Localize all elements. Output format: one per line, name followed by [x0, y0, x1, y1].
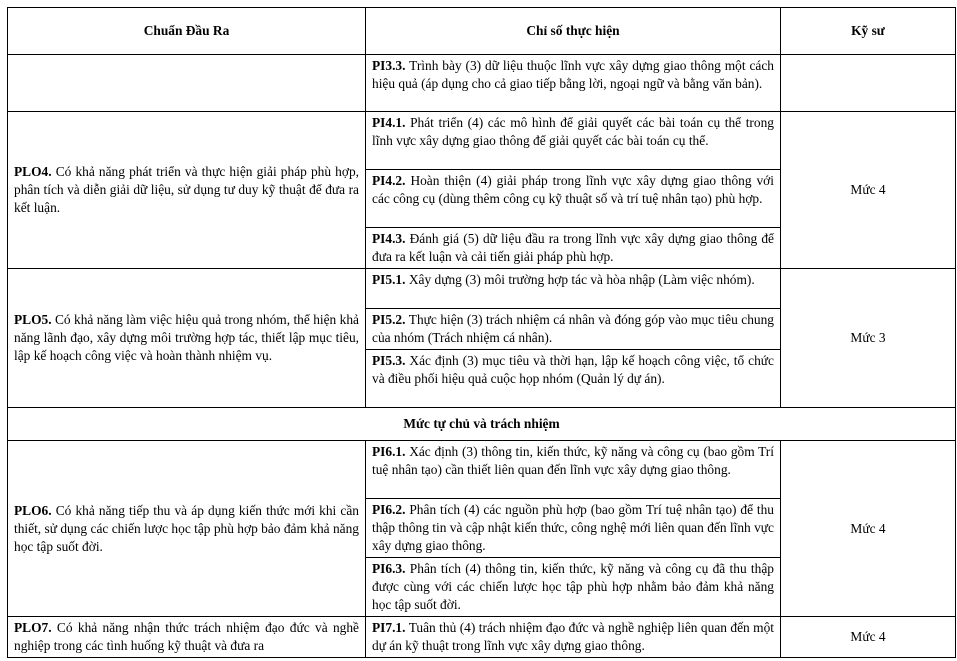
- pi-cell: [366, 499, 781, 558]
- pi-code: PI6.1.: [372, 444, 406, 459]
- pi-code: PI5.1.: [372, 272, 406, 287]
- plo-code: PLO4.: [14, 164, 52, 179]
- pi-text: Đánh giá (5) dữ liệu đầu ra trong lĩnh vực xây dựng giao thông để đưa ra kết luận và cải tiến giải pháp phù hợp.: [372, 231, 774, 264]
- pi-text: Xác định (3) mục tiêu và thời hạn, lập kế hoạch công việc, tổ chức và điều phối hiệu quả cuộc họp nhóm (Quản lý dự án).: [372, 353, 774, 386]
- plo-cell: [8, 269, 366, 408]
- header-plo: Chuẩn Đầu Ra: [8, 8, 366, 55]
- pi-cell: [366, 350, 781, 408]
- pi-cell: [366, 558, 781, 617]
- pi-cell: [366, 617, 781, 658]
- section-row: [8, 408, 956, 441]
- level-cell: Mức 4: [781, 441, 956, 617]
- pi-text: Trình bày (3) dữ liệu thuộc lĩnh vực xây dựng giao thông một cách hiệu quả (áp dụng cho cả giao tiếp bằng lời, ngoại ngữ và bằng văn bản).: [372, 58, 774, 91]
- plo-code: PLO5.: [14, 312, 52, 327]
- level-cell: Mức 3: [781, 269, 956, 408]
- plo-text: Có khả năng tiếp thu và áp dụng kiến thức mới khi cần thiết, sử dụng các chiến lược học tập phù hợp bảo đảm khả năng học tập suốt đời.: [14, 502, 359, 554]
- header-level: Kỹ sư: [781, 8, 956, 55]
- outcomes-table: [7, 7, 956, 658]
- plo-text: Có khả năng nhận thức trách nhiệm đạo đức và nghề nghiệp trong các tình huống kỹ thuật và đưa ra: [14, 620, 359, 653]
- pi-code: PI5.2.: [372, 312, 406, 327]
- pi-code: PI6.2.: [372, 502, 406, 517]
- pi-text: Xác định (3) thông tin, kiến thức, kỹ năng và công cụ (bao gồm Trí tuệ nhân tạo) cần thiết liên quan đến lĩnh vực xây dựng giao thông.: [372, 444, 774, 477]
- pi-text: Phân tích (4) thông tin, kiến thức, kỹ năng và công cụ đã thu thập được cùng với các chiến lược học tập phù hợp nhằm bảo đảm khả năng học tập suốt đời.: [372, 561, 774, 612]
- table-row: [8, 269, 956, 309]
- table-row: [8, 55, 956, 112]
- plo-cell: [8, 441, 366, 617]
- pi-text: Xây dựng (3) môi trường hợp tác và hòa nhập (Làm việc nhóm).: [408, 272, 755, 287]
- pi-code: PI4.1.: [372, 115, 406, 130]
- pi-code: PI6.3.: [372, 561, 406, 576]
- table-row: [8, 617, 956, 658]
- pi-code: PI7.1.: [372, 620, 406, 635]
- plo-text: Có khả năng phát triển và thực hiện giải pháp phù hợp, phân tích và diễn giải dữ liệu, sử dụng tư duy kỹ thuật để đưa ra kết luận.: [14, 164, 359, 215]
- section-title: Mức tự chủ và trách nhiệm: [8, 408, 956, 441]
- plo-code: PLO6.: [14, 502, 52, 518]
- pi-cell: [366, 269, 781, 309]
- pi-cell: [366, 55, 781, 112]
- header-pi: Chỉ số thực hiện: [366, 8, 781, 55]
- pi-cell: [366, 309, 781, 350]
- pi-code: PI3.3.: [372, 58, 406, 73]
- pi-code: PI4.2.: [372, 173, 406, 188]
- plo-cell: [8, 112, 366, 269]
- pi-code: PI4.3.: [372, 231, 406, 246]
- header-row: [8, 8, 956, 55]
- plo-cell: [8, 617, 366, 658]
- pi-text: Phân tích (4) các nguồn phù hợp (bao gồm Trí tuệ nhân tạo) để thu thập thông tin và cập nhật kiến thức, công nghệ mới liên quan đến lĩnh vực xây dựng giao thông.: [372, 502, 774, 553]
- pi-cell: [366, 112, 781, 170]
- pi-text: Tuân thủ (4) trách nhiệm đạo đức và nghề nghiệp liên quan đến một dự án kỹ thuật trong lĩnh vực xây dựng giao thông.: [372, 620, 774, 653]
- pi-text: Phát triển (4) các mô hình để giải quyết các bài toán cụ thể trong lĩnh vực xây dựng giao thông để giải quyết các bài toán cụ thể.: [372, 115, 774, 148]
- pi-cell: [366, 441, 781, 499]
- plo-cell-empty: [8, 55, 366, 112]
- pi-text: Thực hiện (3) trách nhiệm cá nhân và đóng góp vào mục tiêu chung của nhóm (Trách nhiệm cá nhân).: [372, 312, 774, 345]
- table-row: [8, 441, 956, 499]
- pi-code: PI5.3.: [372, 353, 406, 368]
- table-row: [8, 112, 956, 170]
- level-cell-empty: [781, 55, 956, 112]
- level-cell: Mức 4: [781, 112, 956, 269]
- level-cell: Mức 4: [781, 617, 956, 658]
- pi-cell: [366, 170, 781, 228]
- pi-text: Hoàn thiện (4) giải pháp trong lĩnh vực xây dựng giao thông với các công cụ (dùng thêm công cụ kỹ thuật số và trí tuệ nhân tạo) phù hợp.: [372, 173, 774, 206]
- plo-text: Có khả năng làm việc hiệu quả trong nhóm, thể hiện khả năng lãnh đạo, xây dựng môi trường hợp tác, thiết lập mục tiêu, lập kế hoạch công việc và hoàn thành nhiệm vụ.: [14, 312, 359, 363]
- plo-code: PLO7.: [14, 620, 52, 635]
- pi-cell: [366, 228, 781, 269]
